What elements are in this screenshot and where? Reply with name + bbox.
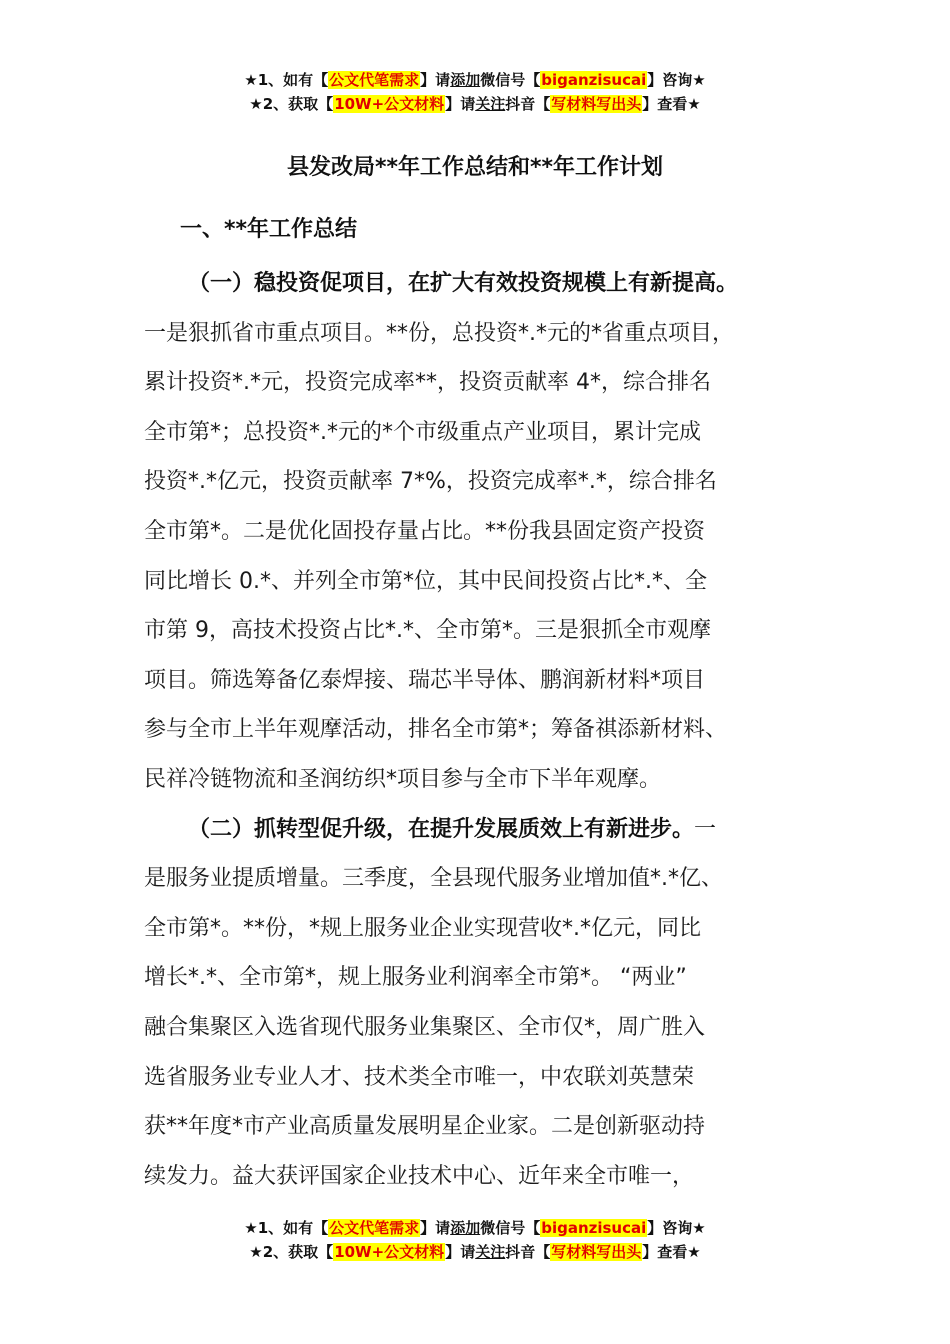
douyin-id-highlight: 写材料写出头 [551,1243,642,1261]
promo-line-1: ★1、如有【公文代笔需求】请添加微信号【biganzisucai】咨询★ [244,71,706,89]
subsection-heading-2-line: （二）抓转型促升级，在提升发展质效上有新进步。一 [188,816,717,842]
paragraph-1 [144,309,834,805]
paragraph-2 [144,854,834,1201]
text-line: 全市第*。**份，*规上服务业企业实现营收*.*亿元，同比 [144,915,701,941]
text-line: 是服务业提质增量。三季度，全县现代服务业增加值*.*亿、 [144,866,723,892]
promo-line-2: ★2、获取【10W+公文材料】请关注抖音【写材料写出头】查看★ [249,95,701,113]
document-body [144,259,834,1201]
wechat-id-highlight: biganzisucai [541,1219,647,1237]
promo-highlight: 公文代笔需求 [329,71,420,89]
text-line: 参与全市上半年观摩活动，排名全市第*；筹备祺添新材料、 [144,717,728,743]
top-promo-banner [0,68,950,116]
promo-highlight: 10W+公文材料 [334,95,445,113]
text-line: 民祥冷链物流和圣润纺织*项目参与全市下半年观摩。 [144,766,662,792]
text-line: 获**年度*市产业高质量发展明星企业家。二是创新驱动持 [144,1114,706,1140]
bottom-promo-banner [0,1216,950,1264]
text-line: 续发力。益大获评国家企业技术中心、近年来全市唯一， [144,1163,695,1189]
text-line: 累计投资*.*元，投资完成率**，投资贡献率 4*，综合排名 [144,370,711,396]
text-line: 市第 9，高技术投资占比*.*、全市第*。三是狠抓全市观摩 [144,618,711,644]
text-line: 增长*.*、全市第*，规上服务业利润率全市第*。 “两业” [144,965,687,991]
promo-highlight: 10W+公文材料 [334,1243,445,1261]
document-title: 县发改局**年工作总结和**年工作计划 [286,155,664,180]
subsection-heading-1: （一）稳投资促项目，在扩大有效投资规模上有新提高。 [188,271,739,296]
text-line: 投资*.*亿元，投资贡献率 7*%，投资完成率*.*，综合排名 [144,469,717,495]
section-heading: 一、**年工作总结 [180,217,358,242]
promo-line-1: ★1、如有【公文代笔需求】请添加微信号【biganzisucai】咨询★ [244,1219,706,1237]
text-line: 全市第*；总投资*.*元的*个市级重点产业项目，累计完成 [144,419,701,445]
text-line: 全市第*。二是优化固投存量占比。**份我县固定资产投资 [144,518,706,544]
text-line: 同比增长 0.*、并列全市第*位，其中民间投资占比*.*、全 [144,568,707,594]
subsection-heading-2: （二）抓转型促升级，在提升发展质效上有新进步。 [188,816,695,842]
promo-line-2: ★2、获取【10W+公文材料】请关注抖音【写材料写出头】查看★ [249,1243,701,1261]
text-line: 选省服务业专业人才、技术类全市唯一，中农联刘英慧荣 [144,1064,695,1090]
promo-highlight: 公文代笔需求 [329,1219,420,1237]
text-line: 融合集聚区入选省现代服务业集聚区、全市仅*，周广胜入 [144,1014,706,1040]
wechat-id-highlight: biganzisucai [541,71,647,89]
douyin-id-highlight: 写材料写出头 [551,95,642,113]
text-line: 项目。筛选筹备亿泰焊接、瑞芯半导体、鹏润新材料*项目 [144,667,706,693]
text-line: 一是狠抓省市重点项目。**份，总投资*.*元的*省重点项目， [144,320,734,346]
